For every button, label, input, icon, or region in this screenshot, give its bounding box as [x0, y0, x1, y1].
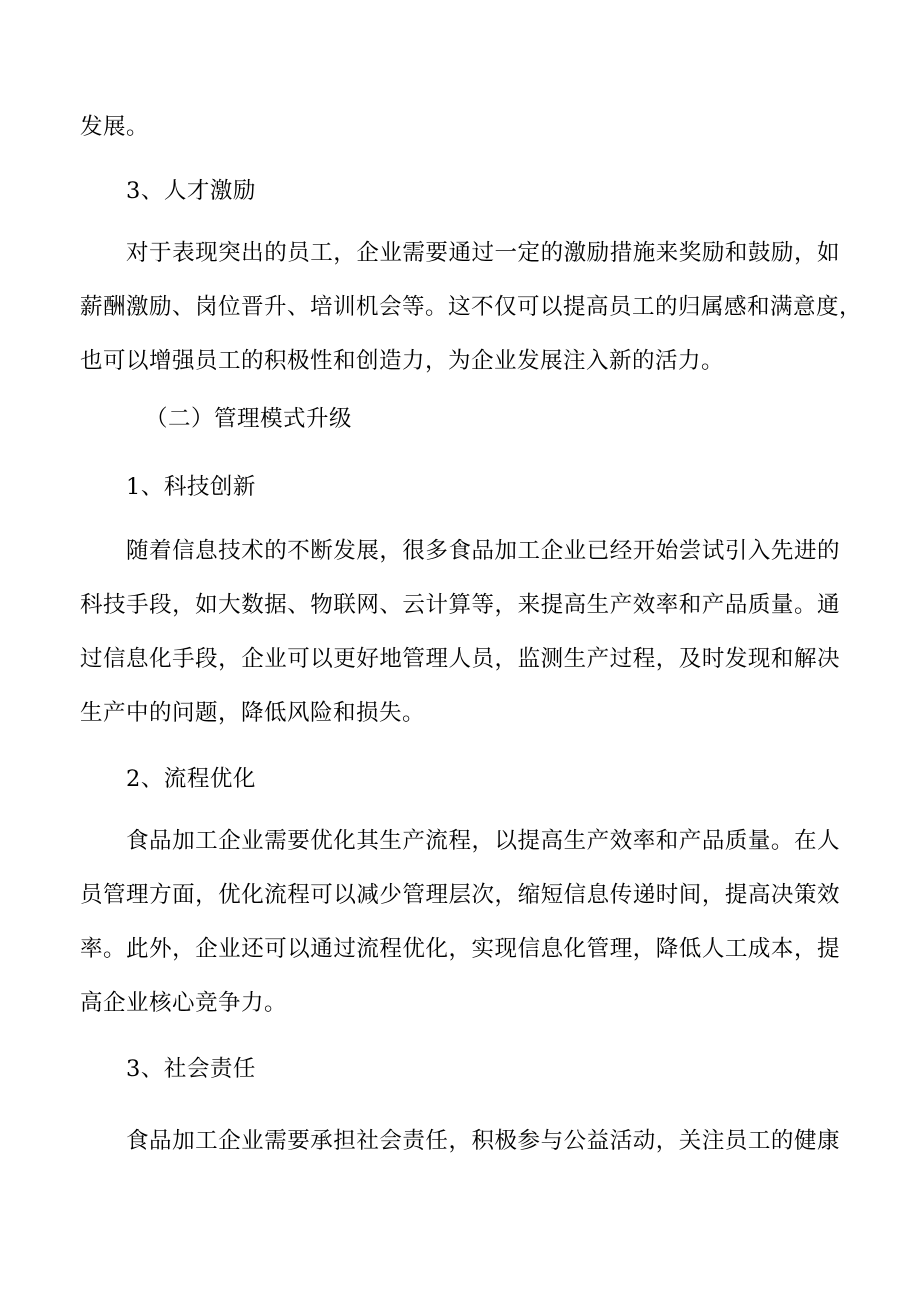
paragraph-line: 食品加工企业需要优化其生产流程，以提高生产效率和产品质量。在人 — [126, 828, 840, 854]
paragraph-line: 食品加工企业需要承担社会责任，积极参与公益活动，关注员工的健康 — [126, 1128, 840, 1154]
paragraph-line: 率。此外，企业还可以通过流程优化，实现信息化管理，降低人工成本，提 — [80, 936, 840, 962]
section-heading-talent-incentive: 3、人才激励 — [126, 178, 256, 204]
section-heading-management-upgrade: （二）管理模式升级 — [145, 406, 353, 432]
paragraph-tail: 发展。 — [80, 114, 150, 140]
paragraph-line: 薪酬激励、岗位晋升、培训机会等。这不仅可以提高员工的归属感和满意度， — [80, 294, 863, 320]
paragraph-line: 生产中的问题，降低风险和损失。 — [80, 700, 426, 726]
paragraph-line: 随着信息技术的不断发展，很多食品加工企业已经开始尝试引入先进的 — [126, 538, 840, 564]
section-heading-social-responsibility: 3、社会责任 — [126, 1056, 256, 1082]
section-heading-process-optimization: 2、流程优化 — [126, 766, 256, 792]
paragraph-line: 员管理方面，优化流程可以减少管理层次，缩短信息传递时间，提高决策效 — [80, 882, 840, 908]
paragraph-line: 对于表现突出的员工，企业需要通过一定的激励措施来奖励和鼓励，如 — [126, 240, 840, 266]
paragraph-line: 也可以增强员工的积极性和创造力，为企业发展注入新的活力。 — [80, 348, 725, 374]
section-heading-tech-innovation: 1、科技创新 — [126, 474, 256, 500]
paragraph-line: 过信息化手段，企业可以更好地管理人员，监测生产过程，及时发现和解决 — [80, 646, 840, 672]
paragraph-line: 科技手段，如大数据、物联网、云计算等，来提高生产效率和产品质量。通 — [80, 592, 840, 618]
paragraph-line: 高企业核心竞争力。 — [80, 990, 288, 1016]
